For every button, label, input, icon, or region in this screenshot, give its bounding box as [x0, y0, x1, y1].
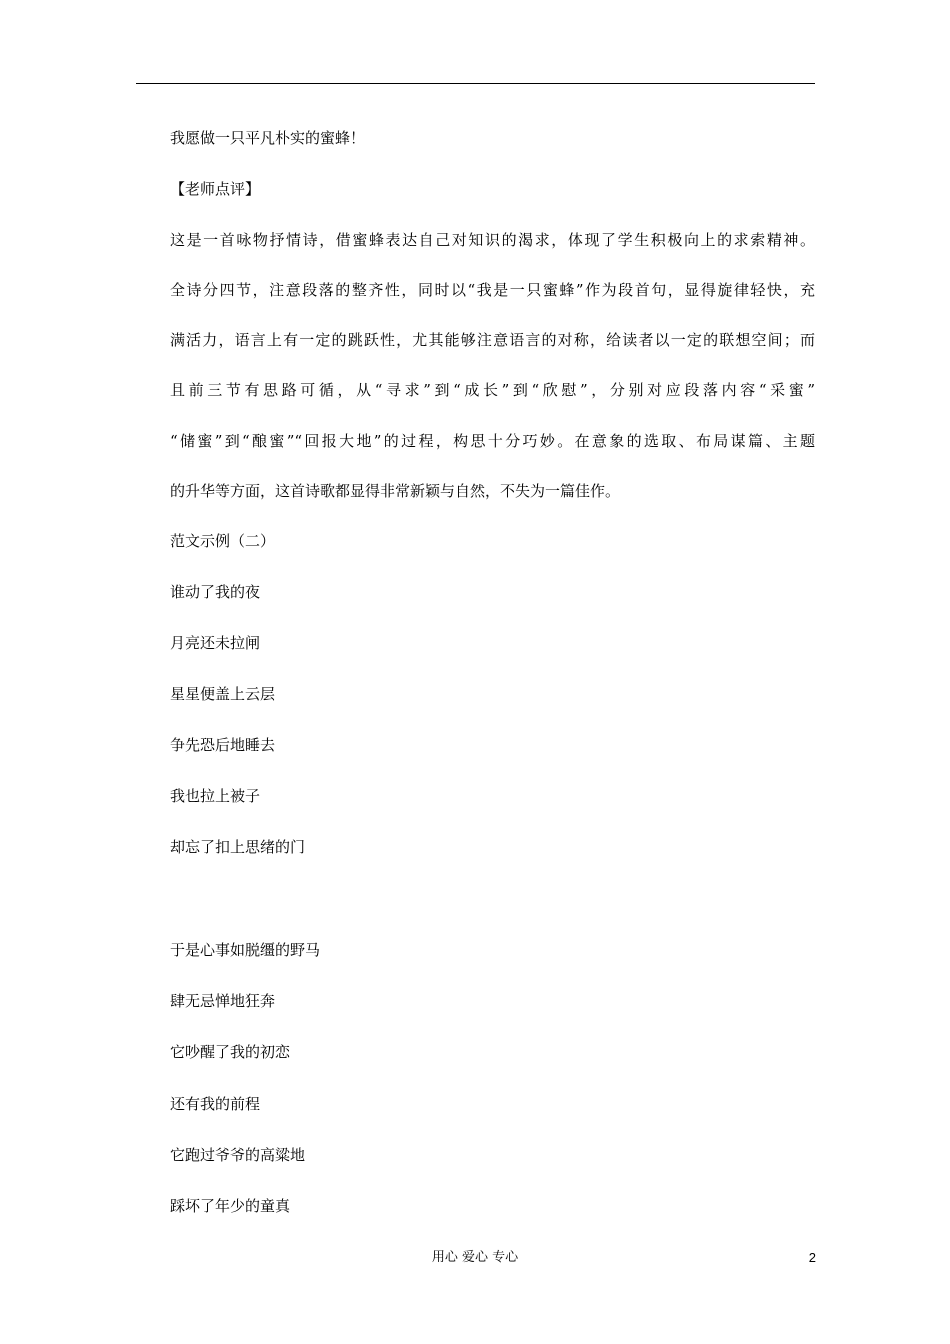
example-heading: 范文示例（二）	[170, 532, 276, 550]
comment-line-6: 的升华等方面，这首诗歌都显得非常新颖与自然，不失为一篇佳作。	[170, 482, 621, 500]
poem-line: 却忘了扣上思绪的门	[170, 838, 306, 856]
poem-line: 争先恐后地睡去	[170, 736, 276, 754]
poem-line: 它跑过爷爷的高粱地	[170, 1146, 306, 1164]
header-rule	[136, 83, 815, 84]
poem-line: 星星便盖上云层	[170, 685, 276, 703]
comment-line-1: 这是一首咏物抒情诗，借蜜蜂表达自己对知识的渴求，体现了学生积极向上的求索精神。	[170, 231, 815, 249]
page-number: 2	[808, 1250, 816, 1265]
comment-line-5: “储蜜”到“酿蜜”“回报大地”的过程，构思十分巧妙。在意象的选取、布局谋篇、主题	[170, 432, 815, 450]
comment-line-3: 满活力，语言上有一定的跳跃性，尤其能够注意语言的对称，给读者以一定的联想空间；而	[170, 331, 815, 349]
poem-line: 月亮还未拉闸	[170, 634, 261, 652]
poem-line: 肆无忌惮地狂奔	[170, 992, 276, 1010]
poem-line: 谁动了我的夜	[170, 583, 261, 601]
footer-motto: 用心 爱心 专心	[431, 1250, 519, 1265]
poem-line: 踩坏了年少的童真	[170, 1197, 291, 1215]
poem-line: 我也拉上被子	[170, 787, 261, 805]
comment-line-4: 且前三节有思路可循，从“寻求”到“成长”到“欣慰”，分别对应段落内容“采蜜”	[170, 381, 815, 399]
poem-line: 于是心事如脱缰的野马	[170, 941, 321, 959]
closing-line: 我愿做一只平凡朴实的蜜蜂！	[170, 129, 366, 147]
comment-line-2: 全诗分四节，注意段落的整齐性，同时以“我是一只蜜蜂”作为段首句，显得旋律轻快，充	[170, 281, 815, 299]
comment-heading: 【老师点评】	[170, 180, 261, 198]
poem-line: 还有我的前程	[170, 1095, 261, 1113]
poem-line: 它吵醒了我的初恋	[170, 1043, 291, 1061]
